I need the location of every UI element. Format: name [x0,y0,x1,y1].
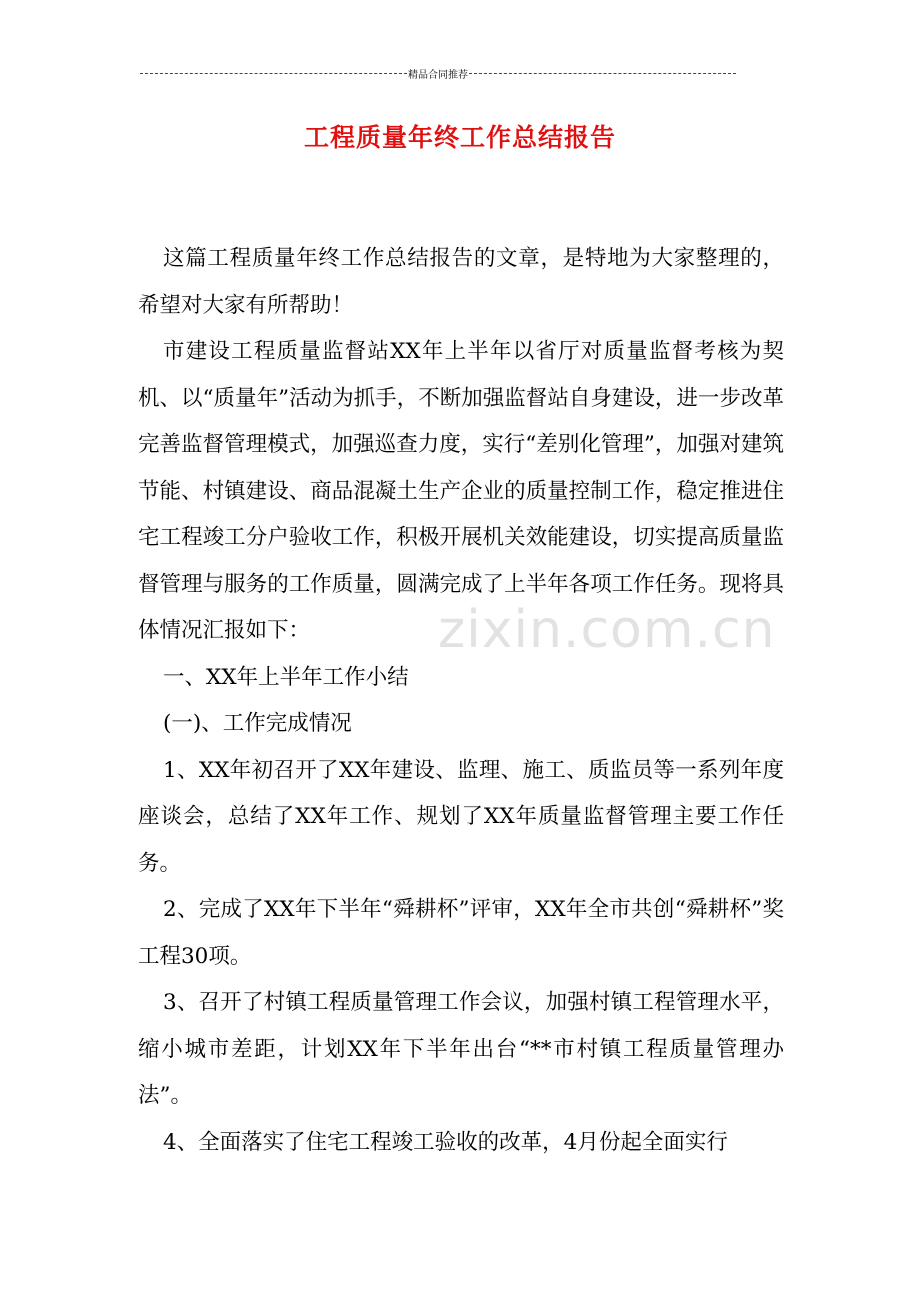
subsection-heading: (一)、工作完成情况 [163,711,352,736]
document-body [138,236,784,1166]
header-dash-left [140,73,407,74]
watermark: zixin.com.cn [438,600,776,660]
section-heading: 一、XX年上半年工作小结 [163,664,409,690]
list-item: 1、XX年初召开了XX年建设、监理、施工、质监员等一系列年度座谈会，总结了XX年工作、规划了XX年质量监督管理主要工作任务。 [138,757,784,876]
header-label: 精品合同推荐 [408,69,468,81]
header-dash-right [469,73,736,74]
paragraph-intro: 这篇工程质量年终工作总结报告的文章，是特地为大家整理的，希望对大家有所帮助！ [138,246,784,318]
document-title: 工程质量年终工作总结报告 [303,123,616,152]
list-item: 4、全面落实了住宅工程竣工验收的改革，4月份起全面实行 [163,1129,728,1155]
list-item: 2、完成了XX年下半年“舜耕杯”评审，XX年全市共创“舜耕杯”奖工程30项。 [138,897,784,969]
list-item: 3、召开了村镇工程质量管理工作会议，加强村镇工程管理水平，缩小城市差距，计划XX年下半年出台“**市村镇工程质量管理办法”。 [138,990,784,1108]
paragraph-overview: 市建设工程质量监督站XX年上半年以省厅对质量监督考核为契机、以“质量年”活动为抓手，不断加强监督站自身建设，进一步改革完善监督管理模式，加强巡查力度，实行“差别化管理”，加强对建筑节能、村镇建设、商品混凝土生产企业的质量控制工作，稳定推进住宅工程竣工分户验收工作，积极开展机关效能建设，切实提高质量监督管理与服务的工作质量，圆满完成了上半年各项工作任务。现将具体情况汇报如下： [138,339,784,643]
page-header [140,66,736,80]
